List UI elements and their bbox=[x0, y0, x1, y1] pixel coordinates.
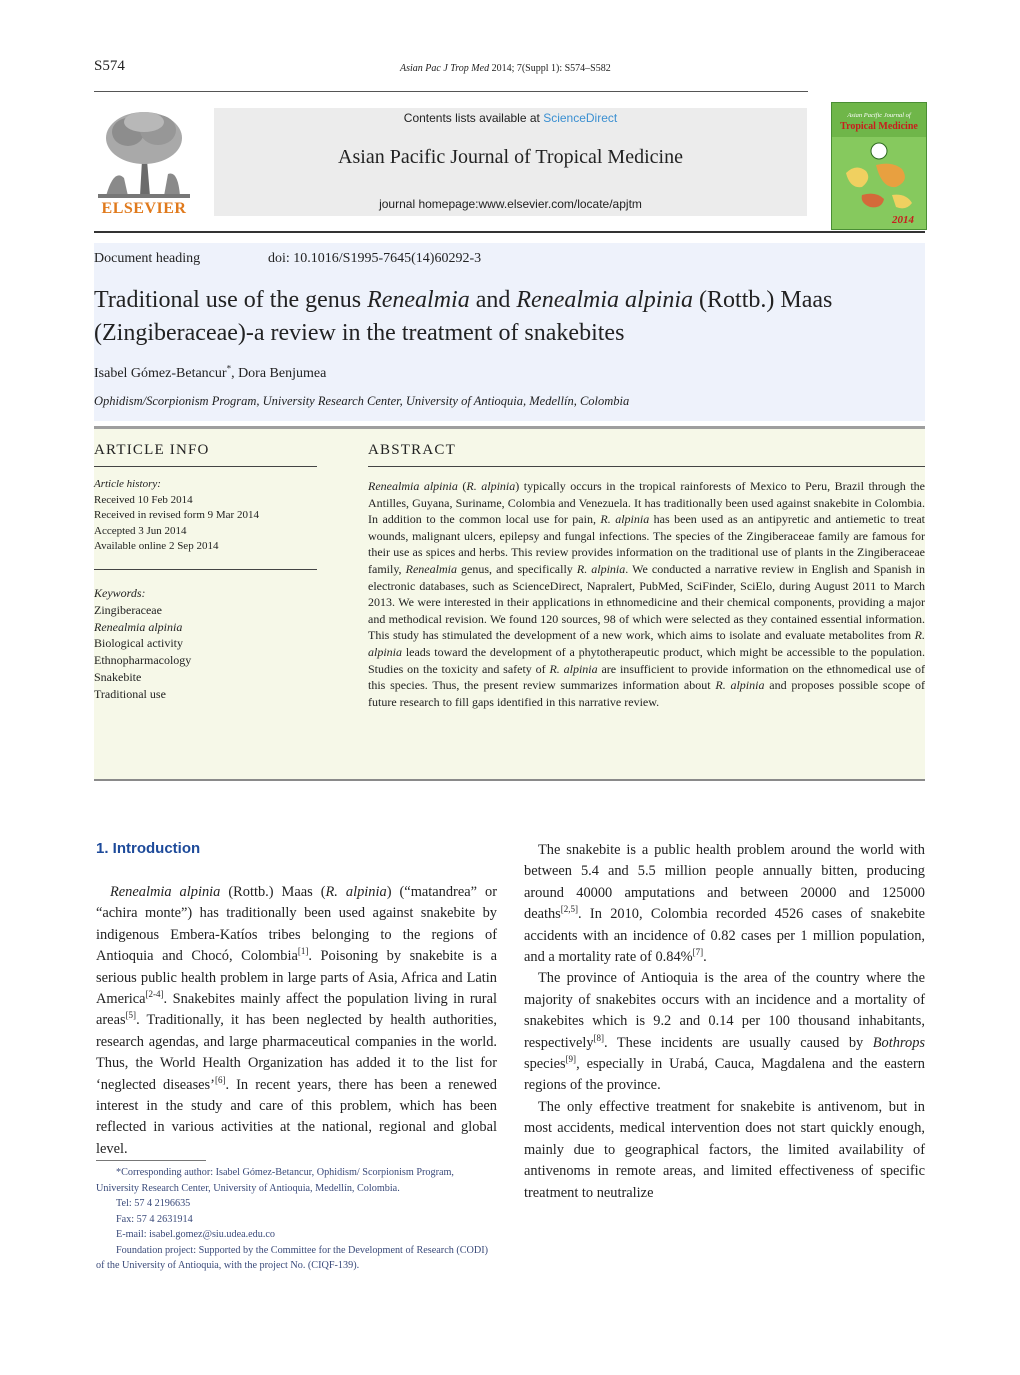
contents-line bbox=[214, 111, 807, 125]
species-name: R. alpinia bbox=[325, 884, 387, 900]
keyword-item: Snakebite bbox=[94, 669, 142, 684]
citation-journal: Asian Pac J Trop Med bbox=[400, 63, 490, 74]
text-segment: . These incidents are usually caused by bbox=[604, 1034, 873, 1051]
keywords bbox=[94, 585, 191, 703]
reference-link[interactable]: [5] bbox=[125, 1010, 137, 1021]
keyword-item: Traditional use bbox=[94, 686, 166, 701]
abstract-segment: ( bbox=[457, 479, 467, 493]
text-segment: . bbox=[703, 949, 707, 966]
journal-title: Asian Pacific Journal of Tropical Medicine bbox=[338, 146, 683, 168]
abstract-species: Renealmia bbox=[405, 561, 457, 576]
page-number: S574 bbox=[94, 58, 125, 74]
author-2[interactable]: , Dora Benjumea bbox=[231, 366, 327, 381]
abstract-text bbox=[368, 478, 925, 710]
footnote-email[interactable]: E-mail: isabel.gomez@siu.udea.edu.co bbox=[116, 1229, 276, 1240]
abstract-segment: ) typically occurs in the tropical rainforests of Mexico to Peru, Brazil through the Antilles, Guyana, Suriname, Colombia and Venezuela. It has traditionally been used against snakebite in Colombia. In addition to the common local use for pain, bbox=[368, 479, 925, 527]
sciencedirect-link[interactable]: ScienceDirect bbox=[543, 111, 618, 125]
intro-paragraph-2 bbox=[524, 840, 925, 968]
reference-link[interactable]: [1] bbox=[297, 946, 309, 957]
corresponding-mark: * bbox=[226, 363, 232, 374]
abstract-species: R. alpinia bbox=[576, 561, 626, 576]
text-segment: The snakebite is a public health problem around the world with between 5.4 and 5.5 million people annually bitten, producing around 40000 amputations and between 20000 and 125000 deaths bbox=[524, 842, 925, 923]
title-part-a: Traditional use of the genus bbox=[94, 287, 368, 313]
journal-banner bbox=[214, 108, 807, 216]
running-citation bbox=[400, 63, 611, 74]
abstract-segment: . We conducted a narrative review in English and Spanish in electronic databases, such as ScienceDirect, Napralert, PubMed, SciFinder, SciElo, during August 2011 to March 2013. We were interested in their applications in ethnomedicine and their chemical components, providing a major and methodical revision. We found 120 sources, 98 of which were selected as they contained essential information. This study has stimulated the development of a new work, which aims to isolate and evaluate metabolites from bbox=[368, 561, 925, 643]
abstract-segment: and proposes possible scope of future research to fill gaps identified in this narrative review. bbox=[368, 678, 925, 709]
abstract-rule bbox=[368, 466, 925, 467]
reference-link[interactable]: [2-4] bbox=[145, 989, 164, 1000]
article-title bbox=[94, 284, 926, 350]
abstract-segment: genus, and specifically bbox=[456, 561, 577, 576]
article-info-rule bbox=[94, 466, 317, 467]
text-segment: species bbox=[524, 1056, 566, 1073]
abstract-species: R. alpinia bbox=[368, 628, 925, 659]
abstract-segment: leads toward the development of a phytotherapeutic product, which might be accessible to the population. Studies on the toxicity and safety of bbox=[368, 644, 925, 676]
citation-volume: 2014; 7(Suppl 1): S574–S582 bbox=[489, 63, 611, 74]
document-heading: Document heading bbox=[94, 251, 201, 266]
text-segment: ) (“matandrea” or “achira monte”) has traditionally been used against snakebite by indigenous Embera-Katíos tribes belonging to the regions of Antioquia and Chocó, Colombia bbox=[96, 884, 497, 965]
affiliation: Ophidism/Scorpionism Program, University Research Center, University of Antioquia, Medellín, Colombia bbox=[94, 394, 630, 408]
keyword-item: Renealmia alpinia bbox=[94, 619, 183, 634]
footnote-tel: Tel: 57 4 2196635 bbox=[116, 1198, 191, 1209]
elsevier-tree-icon bbox=[94, 108, 194, 200]
keywords-rule bbox=[94, 569, 317, 570]
footnote-rule bbox=[96, 1160, 206, 1161]
reference-link[interactable]: [9] bbox=[565, 1054, 577, 1065]
cover-title-line1: Asian Pacific Journal of bbox=[847, 112, 911, 119]
journal-homepage[interactable]: journal homepage:www.elsevier.com/locate/apjtm bbox=[379, 197, 642, 211]
header-rule bbox=[94, 91, 808, 92]
keyword-item: Biological activity bbox=[94, 636, 183, 651]
text-segment: . Poisoning by snakebite is a serious public health problem in large parts of Asia, Africa and Latin America bbox=[96, 948, 497, 1008]
text-segment: . Traditionally, it has been neglected by health authorities, research agendas, and large pharmaceutical companies in the world. Thus, the World Health Organization has added it to the list for ‘neglected diseases’ bbox=[96, 1012, 497, 1093]
footnote-fax: Fax: 57 4 2631914 bbox=[116, 1213, 193, 1225]
cover-year: 2014 bbox=[892, 214, 914, 226]
elsevier-logo[interactable] bbox=[94, 108, 194, 218]
title-species: Renealmia alpinia bbox=[516, 287, 694, 313]
intro-paragraph-4: The only effective treatment for snakebite is antivenom, but in most accidents, medical intervention does not start quickly enough, mainly due to geographical factors, the limited availability of antivenoms in remote areas, and limited effectiveness of specific treatment to neutralize bbox=[524, 1098, 925, 1201]
text-segment: . In 2010, Colombia recorded 4526 cases of snakebite accidents with an incidence of 0.82 cases per 1 million population, and a mortality rate of 0.84% bbox=[524, 906, 925, 966]
text-segment: . In recent years, there has been a renewed interest in the study and care of this problem, which has been reflected in various activities at the national, regional and global level. bbox=[96, 1076, 497, 1157]
abstract-heading: ABSTRACT bbox=[368, 442, 456, 458]
keywords-label: Keywords: bbox=[94, 586, 146, 600]
abstract-segment: are insufficient to provide information on the ethnomedical use of this species. Thus, the present review summarizes information about bbox=[368, 661, 925, 693]
elsevier-wordmark: ELSEVIER bbox=[101, 200, 187, 217]
intro-paragraph-1 bbox=[96, 882, 497, 1160]
reference-link[interactable]: [2,5] bbox=[560, 904, 579, 915]
doi[interactable]: doi: 10.1016/S1995-7645(14)60292-3 bbox=[268, 251, 482, 266]
section-heading-introduction: 1. Introduction bbox=[96, 840, 201, 857]
abstract-species: R. alpinia bbox=[466, 479, 516, 493]
history-revised: Received in revised form 9 Mar 2014 bbox=[94, 509, 259, 521]
species-name: Renealmia alpinia bbox=[110, 884, 221, 900]
text-segment: The province of Antioquia is the area of the country where the majority of snakebites occurs with an incidence and a mortality of snakebites which is 9.2 and 0.14 per 100 thousand inhabitants, respectively bbox=[524, 970, 925, 1051]
info-bottom-rule bbox=[94, 779, 925, 781]
text-segment: (Rottb.) Maas ( bbox=[220, 884, 326, 900]
contents-prefix: Contents lists available at bbox=[403, 111, 544, 125]
text-segment: , especially in Urabá, Cauca, Magdalena and the eastern regions of the province. bbox=[524, 1056, 925, 1094]
banner-rule bbox=[94, 231, 925, 233]
article-history bbox=[94, 477, 259, 555]
abstract-species: Renealmia alpinia bbox=[368, 479, 458, 493]
abstract-species: R. alpinia bbox=[549, 661, 598, 676]
footnote-funding: Foundation project: Supported by the Committee for the Development of Research (CODI) of the University of Antioquia, with the project No. (CIQF-139). bbox=[96, 1244, 489, 1271]
article-info-heading: ARTICLE INFO bbox=[94, 442, 210, 458]
genus-name: Bothrops bbox=[872, 1034, 925, 1051]
text-segment: . Snakebites mainly affect the population living in rural areas bbox=[96, 991, 497, 1029]
reference-link[interactable]: [6] bbox=[214, 1074, 226, 1085]
history-online: Available online 2 Sep 2014 bbox=[94, 540, 219, 552]
abstract-species: R. alpinia bbox=[715, 678, 765, 693]
abstract-segment: has been used as an antipyretic and antiemetic to treat wounds, malignant ulcers, epilepsy and fungal infections. The species of the Zingiberaceae family are famous for their use as spices and herbs. This review provides information on the traditional use of plants in the Zingiberaceae family, bbox=[368, 512, 926, 576]
author-1[interactable]: Isabel Gómez-Betancur bbox=[94, 366, 227, 381]
reference-link[interactable]: [8] bbox=[593, 1032, 605, 1043]
body-column-right bbox=[524, 840, 925, 1204]
history-received: Received 10 Feb 2014 bbox=[94, 493, 193, 506]
journal-cover[interactable] bbox=[831, 102, 927, 230]
title-genus: Renealmia bbox=[367, 287, 470, 313]
info-top-rule bbox=[94, 426, 925, 429]
keyword-item: Ethnopharmacology bbox=[94, 653, 192, 668]
title-part-c: (Rottb.) Maas (Zingiberaceae)-a review in the treatment of snakebites bbox=[94, 287, 833, 346]
history-label: Article history: bbox=[94, 478, 161, 490]
footnotes bbox=[96, 1165, 496, 1274]
abstract-species: R. alpinia bbox=[600, 512, 650, 527]
cover-title-line2: Tropical Medicine bbox=[840, 121, 918, 132]
reference-link[interactable]: [7] bbox=[692, 947, 704, 958]
author-list bbox=[94, 363, 327, 382]
history-accepted: Accepted 3 Jun 2014 bbox=[94, 524, 187, 537]
keyword-item: Zingiberaceae bbox=[94, 602, 162, 617]
journal-cover-art bbox=[832, 103, 926, 229]
body-column-left bbox=[96, 882, 497, 1160]
footnote-corresponding: *Corresponding author: Isabel Gómez-Betancur, Ophidism/ Scorpionism Program, University Research Center, University of Antioquia, Medellín, Colombia. bbox=[96, 1167, 454, 1194]
intro-paragraph-3 bbox=[524, 968, 925, 1096]
title-part-b: and bbox=[469, 287, 517, 313]
